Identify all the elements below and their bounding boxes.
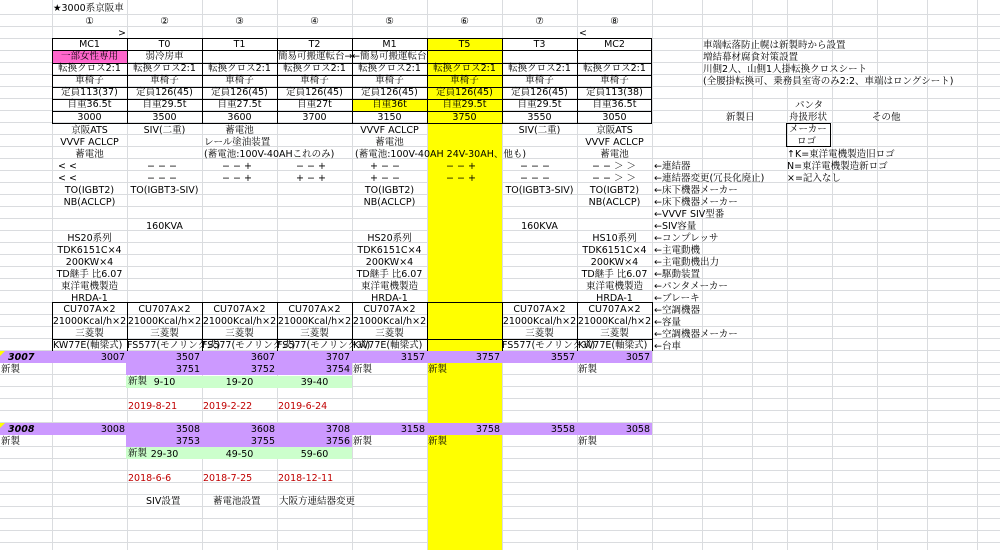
car-circle-4: ④ (310, 16, 319, 27)
cell: 200KW×4 (65, 257, 114, 268)
car-note: ←簡易可搬運転台 (352, 51, 427, 62)
car-gear: 転換クロス2:1 (433, 63, 496, 74)
aircon-maker: 三菱製 (300, 328, 329, 339)
car-seat: 車椅子 (525, 75, 554, 86)
car-cap: 定員126(45) (211, 87, 268, 98)
car-number: 3158 (400, 424, 425, 435)
cell: HS20系列 (367, 233, 412, 244)
cell: 蓄電池 (375, 137, 404, 148)
cell: 東洋電機製造 (585, 281, 643, 292)
shinsei-cell: 新製 (1, 364, 21, 375)
sheet-title: ★3000系京阪車 (53, 3, 124, 14)
cell: 蓄電池 (600, 149, 629, 160)
marker-3007 (0, 351, 5, 356)
bottom-note-2: 蓄電池設置 (213, 496, 261, 507)
aircon-unit: CU707A×2 (138, 304, 191, 315)
car-cap: 定員126(45) (511, 87, 568, 98)
grid-row-line (0, 14, 1000, 15)
shinsei-header: 新製日 (726, 112, 755, 123)
aircon-capacity: 21000Kcal/h×2 (202, 316, 277, 327)
aircon-maker: 三菱製 (75, 328, 104, 339)
car-circle-5: ⑤ (385, 16, 394, 27)
legend-item: ←パンタメーカー (654, 281, 728, 292)
coupler-row-2: − − + (222, 173, 252, 184)
shinsei-cell: 新製 (128, 376, 148, 387)
shinsei-cell: 新製 (428, 364, 448, 375)
car-note (202, 51, 277, 62)
cell: 蓄電池 (225, 125, 254, 136)
car-seat: 車椅子 (75, 75, 104, 86)
cell: HRDA-1 (371, 293, 408, 304)
cell: VVVF ACLCP (360, 125, 419, 136)
coupler-row-2: − − + (446, 173, 476, 184)
cell: TD継手 比6.07 (356, 269, 423, 280)
cell: TO(IGBT3-SIV) (505, 185, 574, 196)
car-num: 3000 (77, 112, 102, 123)
funa-header: 舟扱形状 (789, 112, 828, 123)
coupler-row-2: − − ＞ ＞ (592, 173, 636, 184)
shinsei-cell: 新製 (1, 436, 21, 447)
cell: 200KW×4 (590, 257, 639, 268)
table-line (652, 302, 653, 351)
panta-header: パンタ (795, 100, 824, 111)
cell: FS577(モノリンク式) (127, 340, 221, 351)
car-circle-8: ⑧ (610, 16, 619, 27)
key-2: N=東洋電機製造新ロゴ (787, 161, 888, 172)
date-cell: 2018-6-6 (128, 473, 172, 484)
group-range: 49-50 (225, 449, 254, 460)
aircon-capacity: 21000Kcal/h×2 (277, 316, 352, 327)
shinsei-cell: 新製 (428, 436, 448, 447)
car-number: 3707 (325, 352, 350, 363)
cell: TD継手 比6.07 (581, 269, 648, 280)
coupler-row-1: − − + (222, 161, 252, 172)
cell: レール塗油装置 (204, 137, 271, 148)
cell: TDK6151C×4 (57, 245, 122, 256)
car-name: T1 (233, 39, 246, 50)
aircon-capacity: 21000Kcal/h×2 (127, 316, 202, 327)
shinsei-cell: 新製 (578, 436, 598, 447)
aircon-unit: CU707A×2 (363, 304, 416, 315)
car-gear: 転換クロス2:1 (133, 63, 196, 74)
legend-item: ←容量 (654, 317, 681, 328)
car-note (577, 51, 652, 62)
legend-item: ←主電動機出力 (654, 257, 719, 268)
direction-arrow-left: < (579, 28, 587, 39)
car-number-2: 3751 (175, 364, 200, 375)
car-number-2: 3756 (325, 436, 350, 447)
grid-column-line (977, 0, 978, 550)
coupler-row-2: − − − (147, 173, 177, 184)
cell: HS20系列 (67, 233, 112, 244)
note-4: (全腰掛転換可、乗務員室寄のみ2:2、車端はロングシート) (703, 76, 954, 87)
aircon-capacity: 21000Kcal/h×2 (577, 316, 652, 327)
formation-id-3008: 3008 (8, 424, 35, 435)
car-note: 一部女性専用 (60, 51, 118, 62)
cell: TO(IGBT2) (589, 185, 640, 196)
shinsei-cell: 新製 (353, 364, 373, 375)
car-name: T0 (158, 39, 171, 50)
cell: HRDA-1 (596, 293, 633, 304)
car-gear: 転換クロス2:1 (583, 63, 646, 74)
cell: SIV(二重) (518, 125, 561, 136)
date-cell: 2019-8-21 (128, 401, 178, 412)
note-2: 増結幕材腐食対策設置 (703, 52, 799, 63)
car-num: 3550 (527, 112, 552, 123)
note-1: 車端転落防止幌は新製時から設置 (703, 40, 846, 51)
cell: VVVF ACLCP (60, 137, 119, 148)
cell: KW77E(軸梁式) (53, 340, 123, 351)
aircon-capacity: 21000Kcal/h×2 (352, 316, 427, 327)
cell: KW77E(軸梁式) (353, 340, 423, 351)
coupler-row-1: − − − (520, 161, 550, 172)
cell: FS577(モノリンク式) (202, 340, 296, 351)
cell: KW77E(軸梁式) (578, 340, 648, 351)
car-num: 3600 (227, 112, 252, 123)
car-gear: 転換クロス2:1 (58, 63, 121, 74)
date-cell: 2018-12-11 (278, 473, 334, 484)
legend-item: ←駆動装置 (654, 269, 700, 280)
aircon-maker: 三菱製 (225, 328, 254, 339)
aircon-maker: 三菱製 (600, 328, 629, 339)
other-header: その他 (872, 112, 901, 123)
car-name: T3 (533, 39, 546, 50)
car-number: 3708 (325, 424, 350, 435)
car-cap: 定員113(38) (586, 87, 643, 98)
car-number: 3558 (550, 424, 575, 435)
group-range: 19-20 (225, 377, 254, 388)
cell: 東洋電機製造 (360, 281, 418, 292)
date-cell: 2019-2-22 (203, 401, 253, 412)
maker-header: メーカー (789, 124, 827, 135)
date-cell: 2019-6-24 (278, 401, 328, 412)
coupler-row-1: < < (58, 161, 77, 172)
car-circle-3: ③ (235, 16, 244, 27)
aircon-unit: CU707A×2 (288, 304, 341, 315)
car-number-2: 3753 (175, 436, 200, 447)
cell: (蓄電池:100V-40AH 24V-30AH、他も) (355, 149, 527, 160)
legend-item: ←台車 (654, 341, 681, 352)
cell: TDK6151C×4 (357, 245, 422, 256)
car-seat: 車椅子 (225, 75, 254, 86)
car-name: T5 (458, 39, 471, 50)
cell: SIV(二重) (143, 125, 186, 136)
car-number: 3007 (100, 352, 125, 363)
car-name: MC1 (79, 39, 100, 50)
car-seat: 車椅子 (450, 75, 479, 86)
bottom-note-3: 大阪方連結器変更 (279, 496, 356, 507)
car-number: 3608 (250, 424, 275, 435)
key-1: ↑K=東洋電機製造旧ロゴ (787, 149, 895, 160)
cell: NB(ACLCP) (63, 197, 116, 208)
coupler-row-2: − − − (520, 173, 550, 184)
cell: 160KVA (521, 221, 558, 232)
car-number: 3557 (550, 352, 575, 363)
cell: TO(IGBT2) (364, 185, 415, 196)
coupler-row-1: + − − (370, 161, 400, 172)
legend-item: ←空調機器メーカー (654, 329, 738, 340)
car-gear: 転換クロス2:1 (508, 63, 571, 74)
cell: 160KVA (146, 221, 183, 232)
car-seat: 車椅子 (600, 75, 629, 86)
car-cap: 定員126(45) (361, 87, 418, 98)
coupler-row-2: < < (58, 173, 77, 184)
car-name: M1 (382, 39, 397, 50)
aircon-capacity: 21000Kcal/h×2 (502, 316, 577, 327)
car-num: 3750 (452, 112, 477, 123)
car-seat: 車椅子 (375, 75, 404, 86)
cell: FS577(モノリンク式) (277, 340, 371, 351)
car-wt: 自重29.5t (442, 99, 487, 110)
aircon-capacity: 21000Kcal/h×2 (52, 316, 127, 327)
car-number: 3157 (400, 352, 425, 363)
direction-arrow-right: > (118, 28, 126, 39)
car-num: 3700 (302, 112, 327, 123)
car-circle-2: ② (160, 16, 169, 27)
car-gear: 転換クロス2:1 (358, 63, 421, 74)
cell: HS10系列 (592, 233, 637, 244)
bottom-note-1: SIV設置 (146, 496, 181, 507)
aircon-maker: 三菱製 (375, 328, 404, 339)
grid-column-line (652, 0, 653, 550)
car-num: 3500 (152, 112, 177, 123)
car-circle-6: ⑥ (460, 16, 469, 27)
car-wt: 自重29.5t (517, 99, 562, 110)
aircon-unit: CU707A×2 (63, 304, 116, 315)
cell: HRDA-1 (71, 293, 108, 304)
car-note (427, 51, 502, 62)
car-num: 3150 (377, 112, 402, 123)
logo-header: ロゴ (797, 136, 817, 147)
shinsei-cell: 新製 (353, 436, 373, 447)
cell: 蓄電池 (75, 149, 104, 160)
cell: NB(ACLCP) (588, 197, 641, 208)
car-gear: 転換クロス2:1 (283, 63, 346, 74)
legend-item: ←連結器変更(冗長化廃止) (654, 173, 765, 184)
car-cap: 定員126(45) (136, 87, 193, 98)
group-range: 59-60 (300, 449, 329, 460)
legend-item: ←床下機器メーカー (654, 197, 738, 208)
marker-3008 (0, 423, 5, 428)
car-number: 3758 (475, 424, 500, 435)
date-cell: 2018-7-25 (203, 473, 253, 484)
legend-item: ←空調機器 (654, 305, 700, 316)
legend-item: ←床下機器メーカー (654, 185, 738, 196)
cell: TO(IGBT2) (64, 185, 115, 196)
car-number: 3607 (250, 352, 275, 363)
cell: FS577(モノリンク式) (502, 340, 596, 351)
car-name: MC2 (604, 39, 625, 50)
legend-item: ←VVVF SIV型番 (654, 209, 725, 220)
car-number: 3757 (475, 352, 500, 363)
legend-item: ←SIV容量 (654, 221, 697, 232)
car-number: 3508 (175, 424, 200, 435)
cell: TO(IGBT3-SIV) (130, 185, 199, 196)
cell: 東洋電機製造 (60, 281, 118, 292)
cell: TDK6151C×4 (582, 245, 647, 256)
formation-id-3007: 3007 (8, 352, 35, 363)
coupler-row-1: − − − (147, 161, 177, 172)
coupler-row-1: − − + (296, 161, 326, 172)
car-number-2: 3754 (325, 364, 350, 375)
cell: 200KW×4 (365, 257, 414, 268)
car-name: T2 (308, 39, 321, 50)
shinsei-cell: 新製 (578, 364, 598, 375)
legend-item: ←連結器 (654, 161, 691, 172)
car-wt: 自重27.5t (217, 99, 262, 110)
car-cap: 定員126(45) (436, 87, 493, 98)
group-range: 9-10 (153, 377, 176, 388)
car-gear: 転換クロス2:1 (208, 63, 271, 74)
key-3: ×=記入なし (787, 173, 841, 184)
legend-item: ←主電動機 (654, 245, 700, 256)
cell: NB(ACLCP) (363, 197, 416, 208)
car-circle-1: ① (85, 16, 94, 27)
car-wt: 自重36.5t (592, 99, 637, 110)
car-cap: 定員126(45) (286, 87, 343, 98)
car-wt: 自重36.5t (67, 99, 112, 110)
cell: 京阪ATS (596, 125, 633, 136)
car-number: 3058 (625, 424, 650, 435)
car-wt: 自重29.5t (142, 99, 187, 110)
aircon-maker: 三菱製 (150, 328, 179, 339)
coupler-row-1: − − ＞ ＞ (592, 161, 636, 172)
note-3: 川側2人、山側1人掛転換クロスシート (703, 64, 868, 75)
aircon-maker: 三菱製 (525, 328, 554, 339)
legend-item: ←コンプレッサ (654, 233, 719, 244)
car-number: 3507 (175, 352, 200, 363)
car-circle-7: ⑦ (535, 16, 544, 27)
car-wt: 自重36t (372, 99, 407, 110)
car-seat: 車椅子 (300, 75, 329, 86)
table-line (427, 302, 428, 351)
car-note (502, 51, 577, 62)
legend-item: ←ブレーキ (654, 293, 700, 304)
cell: (蓄電池:100V-40AHこれのみ) (204, 149, 335, 160)
coupler-row-2: + − − (370, 173, 400, 184)
shinsei-cell: 新製 (128, 448, 148, 459)
aircon-unit: CU707A×2 (513, 304, 566, 315)
car-number-2: 3752 (250, 364, 275, 375)
car-note: 弱冷房車 (145, 51, 184, 62)
car-number-2: 3755 (250, 436, 275, 447)
aircon-unit: CU707A×2 (588, 304, 641, 315)
car-num: 3050 (602, 112, 627, 123)
car-number: 3008 (100, 424, 125, 435)
cell: 京阪ATS (71, 125, 108, 136)
car-note: 簡易可搬運転台→ (278, 51, 353, 62)
cell: TD継手 比6.07 (56, 269, 123, 280)
group-range: 39-40 (300, 377, 329, 388)
car-number: 3057 (625, 352, 650, 363)
coupler-row-2: + − + (296, 173, 326, 184)
car-seat: 車椅子 (150, 75, 179, 86)
cell: VVVF ACLCP (585, 137, 644, 148)
coupler-row-1: − − + (446, 161, 476, 172)
aircon-unit: CU707A×2 (213, 304, 266, 315)
group-range: 29-30 (150, 449, 179, 460)
car-wt: 自重27t (297, 99, 332, 110)
car-cap: 定員113(37) (61, 87, 118, 98)
